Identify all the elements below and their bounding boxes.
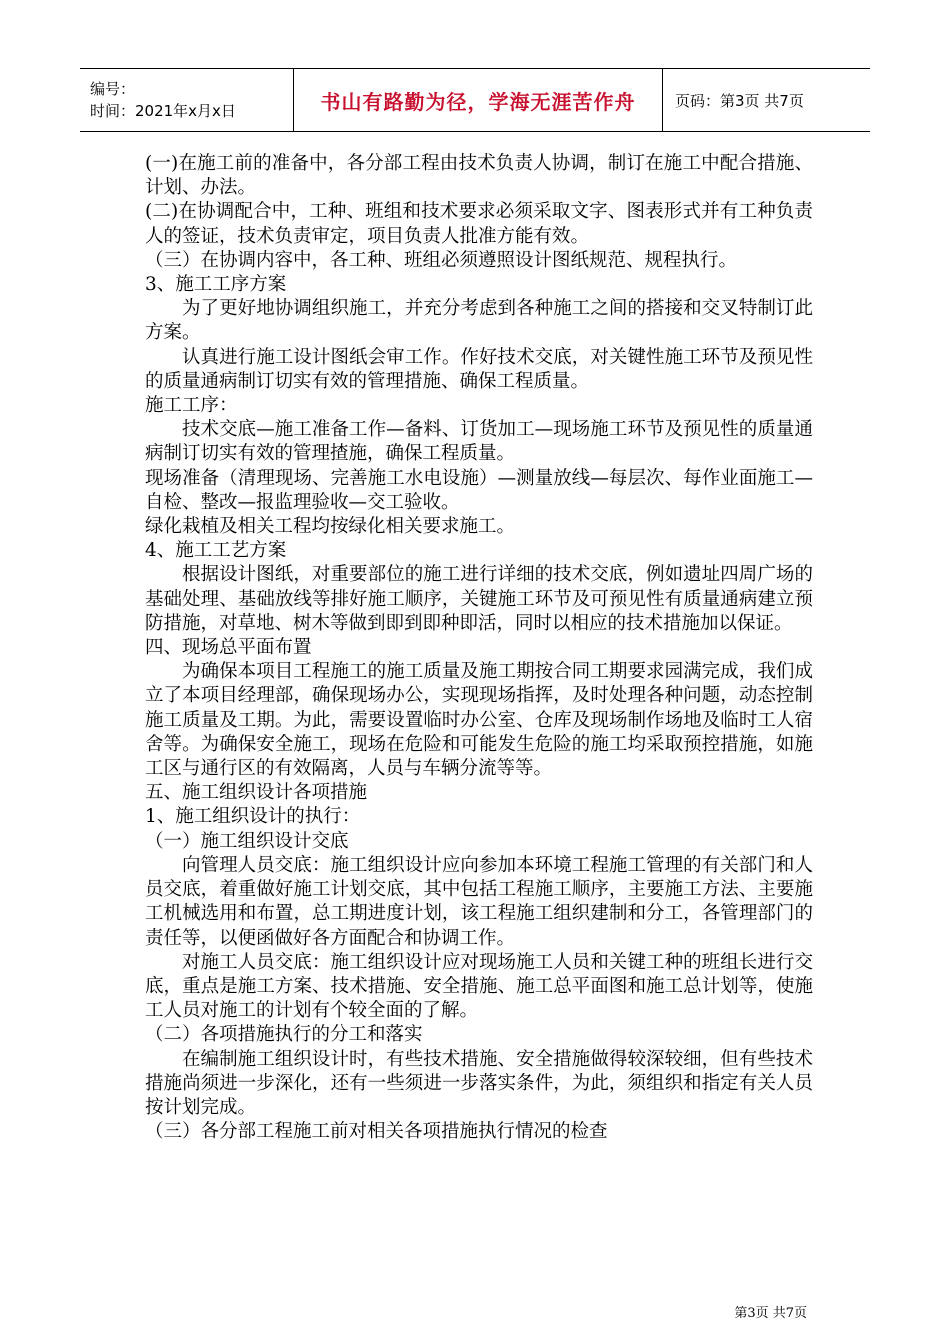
paragraph: 4、施工工艺方案 [145, 540, 287, 562]
paragraph: 1、施工组织设计的执行： [145, 806, 361, 828]
paragraph: (一)在施工前的准备中，各分部工程由技术负责人协调，制订在施工中配合措施、计划、办法。 [145, 153, 813, 199]
paragraph: 对施工人员交底：施工组织设计应对现场施工人员和关键工种的班组长进行交底，重点是施工方案、技术措施、安全措施、施工总平面图和施工总计划等，使施工人员对施工的计划有个较全面的了解。 [145, 951, 813, 1022]
document-number-label: 编号： [90, 80, 136, 98]
page-footer: 第3页 共7页 [734, 1306, 807, 1321]
paragraph: （三）在协调内容中，各工种、班组必须遵照设计图纸规范、规程执行。 [145, 249, 738, 271]
document-date: 时间：2021年x月x日 [90, 102, 236, 120]
header-meta [80, 69, 294, 131]
paragraph: 为了更好地协调组织施工，并充分考虑到各种施工之间的搭接和交叉特制订此方案。 [145, 298, 813, 344]
paragraph: 绿化栽植及相关工程均按绿化相关要求施工。 [145, 516, 516, 538]
paragraph: 五、施工组织设计各项措施 [145, 782, 368, 804]
header-motto: 书山有路勤为径，学海无涯苦作舟 [294, 69, 663, 131]
paragraph: （三）各分部工程施工前对相关各项措施执行情况的检查 [145, 1121, 608, 1143]
paragraph: (二)在协调配合中，工种、班组和技术要求必须采取文字、图表形式并有工种负责人的签证，技术负责审定，项目负责人批准方能有效。 [145, 201, 813, 247]
paragraph: 根据设计图纸，对重要部位的施工进行详细的技术交底，例如遗址四周广场的基础处理、基础放线等排好施工顺序，关键施工环节及可预见性有质量通病建立预防措施，对草地、树木等做到即到即种即活，同时以相应的技术措施加以保证。 [145, 564, 813, 634]
paragraph: 现场准备（清理现场、完善施工水电设施）—测量放线—每层次、每作业面施工—自检、整改—报监理验收—交工验收。 [145, 467, 813, 513]
paragraph: 向管理人员交底：施工组织设计应向参加本环境工程施工管理的有关部门和人员交底，着重做好施工计划交底，其中包括工程施工顺序，主要施工方法、主要施工机械选用和布置，总工期进度计划，该工程施工组织建制和分工，各管理部门的责任等，以便函做好各方面配合和协调工作。 [145, 854, 813, 949]
paragraph: 为确保本项目工程施工的施工质量及施工期按合同工期要求园满完成，我们成立了本项目经理部，确保现场办公，实现现场指挥，及时处理各种问题，动态控制施工质量及工期。为此，需要设置临时办公室、仓库及现场制作场地及临时工人宿舍等。为确保安全施工，现场在危险和可能发生危险的施工均采取预控措施，如施工区与通行区的有效隔离，人员与车辆分流等等。 [145, 661, 813, 780]
page-header [80, 68, 870, 132]
paragraph: 认真进行施工设计图纸会审工作。作好技术交底，对关键性施工环节及预见性的质量通病制订切实有效的管理措施、确保工程质量。 [145, 346, 813, 392]
document-body [145, 152, 813, 1144]
header-page-info: 页码：第3页 共7页 [675, 91, 804, 110]
paragraph: 技术交底—施工准备工作—备料、订货加工—现场施工环节及预见性的质量通病制订切实有效的管理揸施，确保工程质量。 [145, 419, 813, 465]
paragraph: 四、现场总平面布置 [145, 637, 312, 659]
paragraph: 施工工序： [145, 395, 238, 417]
paragraph: 3、施工工序方案 [145, 274, 287, 296]
paragraph: （一）施工组织设计交底 [145, 830, 349, 852]
paragraph: （二）各项措施执行的分工和落实 [145, 1024, 423, 1046]
paragraph: 在编制施工组织设计时，有些技术措施、安全措施做得较深较细，但有些技术措施尚须进一步深化，还有一些须进一步落实条件，为此，须组织和指定有关人员按计划完成。 [145, 1048, 813, 1118]
